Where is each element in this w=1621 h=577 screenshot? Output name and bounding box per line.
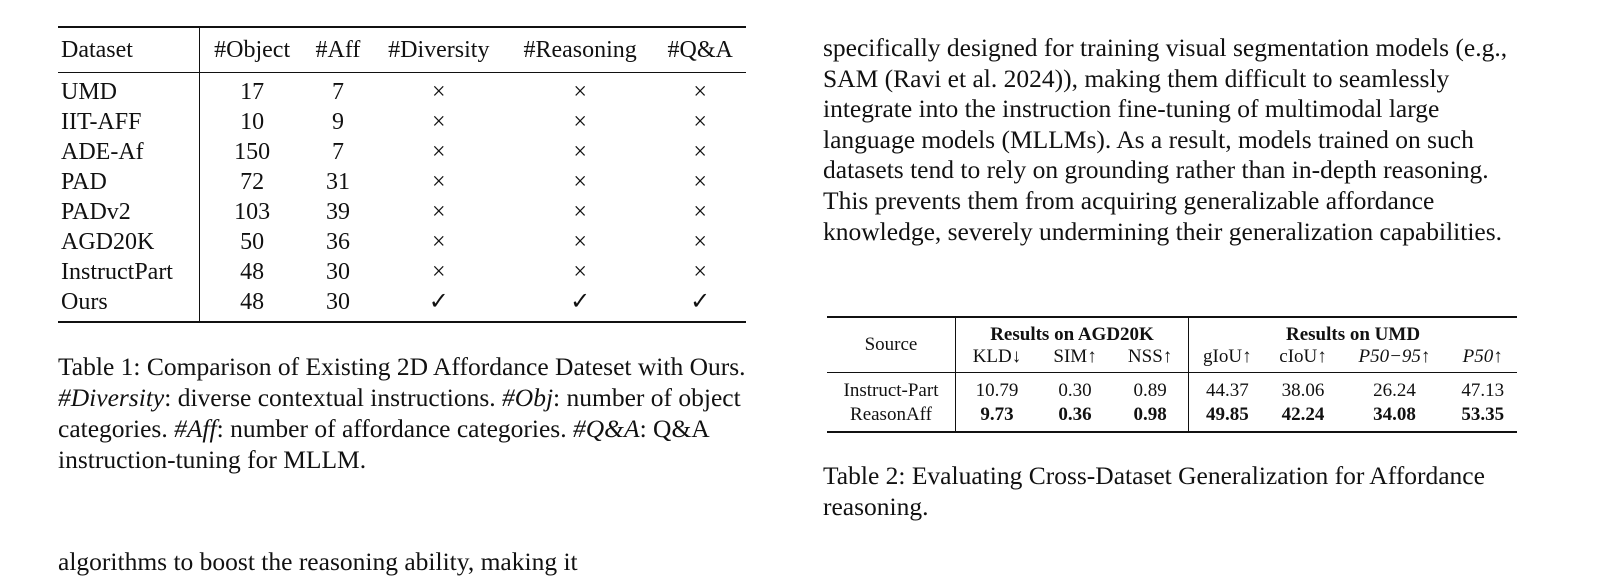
table-2-caption: Table 2: Evaluating Cross-Dataset Generalization for Affordance reasoning. bbox=[823, 461, 1485, 521]
t2-metric-kld: KLD↓ bbox=[972, 346, 1022, 367]
t2-source-cell: ReasonAff bbox=[827, 402, 956, 432]
body-paragraph: specifically designed for training visual segmentation models (e.g., SAM (Ravi et al. 2024)), making them difficult to seamlessly integrate into the instruction fine-tuning of multimodal large language models (MLLMs). As a result, models trained on such datasets tend to rely on grounding rather than in-depth reasoning. This prevents them from acquiring generalizable affordance knowledge, severely undermining their generalization capabilities. bbox=[823, 33, 1508, 246]
t1-cell: 7 bbox=[331, 79, 344, 105]
t1-cell: 39 bbox=[325, 199, 350, 225]
t2-cell: 0.89 bbox=[1112, 373, 1188, 403]
t2-metric-p50: P50↑ bbox=[1462, 346, 1503, 367]
t2-cell: 44.37 bbox=[1205, 379, 1249, 401]
t1-header-diversity: #Diversity bbox=[388, 36, 490, 63]
t2-cell: 0.30 bbox=[1058, 379, 1092, 401]
caption-math: #Obj bbox=[502, 383, 554, 412]
t1-cell: 17 bbox=[240, 79, 265, 105]
t1-cell: × bbox=[432, 229, 446, 255]
table-row bbox=[58, 107, 746, 137]
t2-cell-bold: 0.36 bbox=[1058, 403, 1092, 425]
t1-header-aff: #Aff bbox=[315, 36, 361, 63]
table-row bbox=[58, 287, 746, 322]
t1-cell: 150 bbox=[234, 139, 271, 165]
t1-cell: × bbox=[693, 169, 707, 195]
t1-cell: Ours bbox=[58, 287, 200, 322]
t1-cell: AGD20K bbox=[58, 227, 200, 257]
t1-cell: × bbox=[693, 79, 707, 105]
t1-cell: PADv2 bbox=[58, 197, 200, 227]
table-1 bbox=[58, 26, 746, 323]
caption-text: Table 1: Comparison of Existing 2D Affordance Dateset with Ours. bbox=[58, 352, 746, 381]
table-row bbox=[58, 197, 746, 227]
t1-cell: 72 bbox=[240, 169, 265, 195]
body-text-fragment: algorithms to boost the reasoning ability, making it bbox=[58, 547, 578, 576]
t2-cell: 10.79 bbox=[975, 379, 1019, 401]
table-row bbox=[58, 257, 746, 287]
t1-cell: × bbox=[573, 199, 587, 225]
t2-cell-bold: 42.24 bbox=[1281, 403, 1325, 425]
t2-cell-bold: 9.73 bbox=[980, 403, 1014, 425]
t2-metric-ciou: cIoU↑ bbox=[1279, 346, 1327, 367]
t2-source-cell: Instruct-Part bbox=[827, 373, 956, 403]
t2-metric-sim: SIM↑ bbox=[1053, 346, 1097, 367]
table-row bbox=[58, 73, 746, 108]
t1-cell: 36 bbox=[325, 229, 350, 255]
table-1-caption bbox=[58, 351, 758, 475]
caption-math: #Aff bbox=[174, 414, 217, 443]
t2-metric-giou: gIoU↑ bbox=[1203, 346, 1252, 367]
t1-cell: 48 bbox=[240, 289, 265, 315]
t1-cell: × bbox=[573, 169, 587, 195]
t1-cell: × bbox=[573, 229, 587, 255]
t1-cell: × bbox=[573, 109, 587, 135]
t1-cell: 30 bbox=[325, 289, 350, 315]
t1-cell: × bbox=[693, 259, 707, 285]
table-2 bbox=[827, 316, 1517, 433]
table-row bbox=[827, 373, 1517, 403]
t1-cell: × bbox=[432, 79, 446, 105]
t1-cell: 48 bbox=[240, 259, 265, 285]
t2-cell-bold: 53.35 bbox=[1461, 403, 1505, 425]
t1-cell: ADE-Af bbox=[58, 137, 200, 167]
t1-cell: 30 bbox=[325, 259, 350, 285]
t1-cell: 10 bbox=[240, 109, 265, 135]
t2-group-agd20k: Results on AGD20K bbox=[956, 317, 1189, 346]
t1-cell: × bbox=[573, 79, 587, 105]
t1-cell: 7 bbox=[331, 139, 344, 165]
t2-cell: 38.06 bbox=[1281, 379, 1325, 401]
t1-cell: × bbox=[432, 199, 446, 225]
table-2-group-row bbox=[827, 317, 1517, 346]
table-1-header-row bbox=[58, 27, 746, 73]
t1-header-qa: #Q&A bbox=[667, 36, 733, 63]
t1-cell: 50 bbox=[240, 229, 265, 255]
t1-cell: ✓ bbox=[428, 289, 449, 315]
caption-text: : diverse contextual instructions. bbox=[164, 383, 503, 412]
caption-text: : number of object categories. bbox=[58, 383, 741, 443]
t2-cell: 26.24 bbox=[1373, 379, 1416, 401]
t1-cell: PAD bbox=[58, 167, 200, 197]
t1-cell: UMD bbox=[58, 73, 200, 108]
t1-cell: × bbox=[693, 199, 707, 225]
t1-cell: 103 bbox=[234, 199, 271, 225]
t1-cell: × bbox=[573, 259, 587, 285]
t2-cell-bold: 34.08 bbox=[1373, 403, 1416, 425]
caption-text: : Q&A instruction-tuning for MLLM. bbox=[58, 414, 709, 474]
t2-cell: 47.13 bbox=[1461, 379, 1505, 401]
t1-cell: ✓ bbox=[570, 289, 591, 315]
t1-cell: × bbox=[693, 229, 707, 255]
table-row bbox=[58, 227, 746, 257]
t1-header-reasoning: #Reasoning bbox=[523, 36, 637, 63]
t1-cell: ✓ bbox=[690, 289, 711, 315]
t1-cell: × bbox=[432, 169, 446, 195]
caption-math: #Diversity bbox=[58, 383, 165, 412]
t2-cell-bold: 0.98 bbox=[1112, 402, 1188, 432]
t1-header-dataset: Dataset bbox=[58, 27, 200, 73]
table-row bbox=[58, 137, 746, 167]
t1-cell: × bbox=[432, 139, 446, 165]
t1-cell: 9 bbox=[331, 109, 344, 135]
t1-cell: InstructPart bbox=[58, 257, 200, 287]
t2-cell-bold: 49.85 bbox=[1205, 403, 1249, 425]
t1-cell: × bbox=[573, 139, 587, 165]
table-row bbox=[58, 167, 746, 197]
t2-header-source: Source bbox=[827, 317, 956, 373]
table-row bbox=[827, 402, 1517, 432]
t1-header-object: #Object bbox=[214, 36, 291, 63]
t1-cell: × bbox=[693, 139, 707, 165]
caption-text: : number of affordance categories. bbox=[216, 414, 573, 443]
t2-group-umd: Results on UMD bbox=[1286, 324, 1421, 345]
t2-metric-nss: NSS↑ bbox=[1112, 346, 1188, 373]
caption-math: #Q&A bbox=[572, 414, 640, 443]
t2-metric-p50-95: P50−95↑ bbox=[1358, 346, 1431, 367]
t1-cell: × bbox=[693, 109, 707, 135]
t1-cell: 31 bbox=[325, 169, 350, 195]
t1-cell: × bbox=[432, 109, 446, 135]
t1-cell: IIT-AFF bbox=[58, 107, 200, 137]
t1-cell: × bbox=[432, 259, 446, 285]
